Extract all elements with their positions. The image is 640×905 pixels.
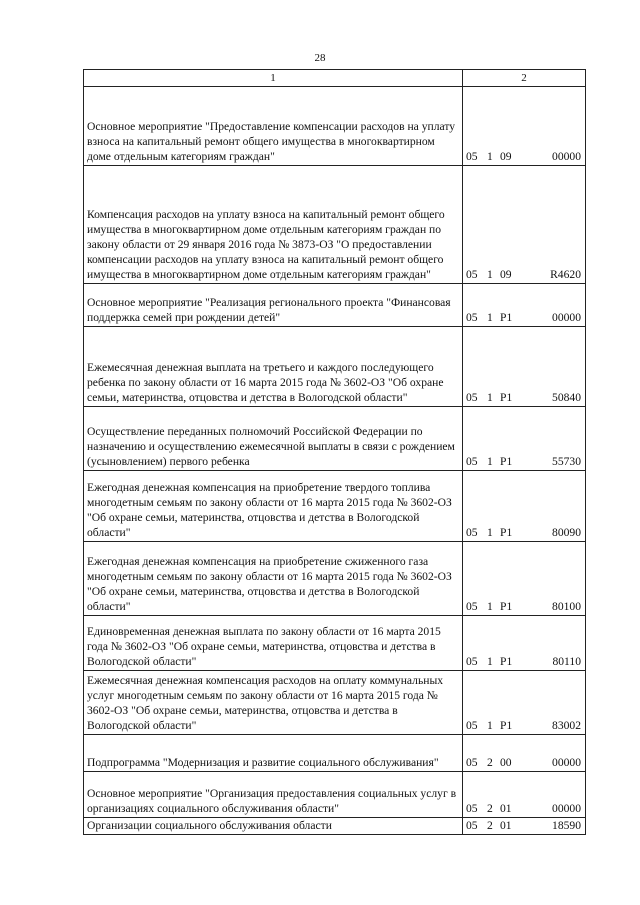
row-code xyxy=(463,818,586,835)
section-code: 05 xyxy=(466,150,478,163)
subsection-code: 1 xyxy=(487,455,493,468)
subsection-code: 2 xyxy=(487,802,493,815)
subsection-code: 1 xyxy=(487,655,493,668)
section-code: 05 xyxy=(466,311,478,324)
subsection-code: 1 xyxy=(487,150,493,163)
subsection-code: 2 xyxy=(487,756,493,769)
item-code: P1 xyxy=(500,526,513,539)
item-code: P1 xyxy=(500,311,513,324)
table-header-row xyxy=(84,70,586,87)
budget-table xyxy=(83,69,586,835)
row-description: Компенсация расходов на уплату взноса на капитальный ремонт общего имущества в многоквартирном доме отдельным категориям граждан по закону области от 29 января 2016 года № 3873-ОЗ "О предоставлении компенсации расходов на уплату взноса на капитальный ремонт общего имущества в многоквартирном доме отдельным категориям граждан" xyxy=(84,166,463,284)
row-description: Ежемесячная денежная компенсация расходов на оплату коммунальных услуг многодетным семьям по закону области от 16 марта 2015 года № 3602-ОЗ "Об охране семьи, материнства, отцовства и детства в Вологодской области" xyxy=(84,671,463,735)
item-code: 01 xyxy=(500,802,512,815)
table-row xyxy=(84,735,586,772)
row-description: Осуществление переданных полномочий Российской Федерации по назначению и осуществлению ежемесячной выплаты в связи с рождением (усыновлением) первого ребенка xyxy=(84,407,463,471)
subsection-code: 1 xyxy=(487,311,493,324)
row-code xyxy=(463,284,586,327)
row-code xyxy=(463,327,586,407)
section-code: 05 xyxy=(466,719,478,732)
expense-code: 83002 xyxy=(552,719,581,732)
table-row xyxy=(84,327,586,407)
row-code xyxy=(463,87,586,166)
table-body xyxy=(84,87,586,835)
expense-code: 00000 xyxy=(552,802,581,815)
row-description: Ежегодная денежная компенсация на приобретение твердого топлива многодетным семьям по закону области от 16 марта 2015 года № 3602-ОЗ "Об охране семьи, материнства, отцовства и детства в Вологодской области" xyxy=(84,471,463,542)
expense-code: 00000 xyxy=(552,150,581,163)
expense-code: R4620 xyxy=(550,268,581,281)
section-code: 05 xyxy=(466,655,478,668)
item-code: P1 xyxy=(500,455,513,468)
expense-code: 80110 xyxy=(552,655,581,668)
item-code: P1 xyxy=(500,655,513,668)
row-description: Ежемесячная денежная выплата на третьего и каждого последующего ребенка по закону области от 16 марта 2015 года № 3602-ОЗ "Об охране семьи, материнства, отцовства и детства в Вологодской области" xyxy=(84,327,463,407)
section-code: 05 xyxy=(466,802,478,815)
table-row xyxy=(84,818,586,835)
section-code: 05 xyxy=(466,455,478,468)
row-code xyxy=(463,735,586,772)
table-row xyxy=(84,284,586,327)
page-number: 28 xyxy=(314,52,326,64)
section-code: 05 xyxy=(466,526,478,539)
header-col-2: 2 xyxy=(463,70,586,87)
table-row xyxy=(84,542,586,616)
item-code: P1 xyxy=(500,600,513,613)
subsection-code: 1 xyxy=(487,268,493,281)
row-description: Ежегодная денежная компенсация на приобретение сжиженного газа многодетным семьям по закону области от 16 марта 2015 года № 3602-ОЗ "Об охране семьи, материнства, отцовства и детства в Вологодской области" xyxy=(84,542,463,616)
row-description: Основное мероприятие "Реализация регионального проекта "Финансовая поддержка семей при рождении детей" xyxy=(84,284,463,327)
expense-code: 55730 xyxy=(552,455,581,468)
subsection-code: 1 xyxy=(487,600,493,613)
section-code: 05 xyxy=(466,756,478,769)
row-description: Единовременная денежная выплата по закону области от 16 марта 2015 года № 3602-ОЗ "Об охране семьи, материнства, отцовства и детства в Вологодской области" xyxy=(84,616,463,671)
table-row xyxy=(84,616,586,671)
row-description: Основное мероприятие "Предоставление компенсации расходов на уплату взноса на капитальный ремонт общего имущества в многоквартирном доме отдельным категориям граждан" xyxy=(84,87,463,166)
section-code: 05 xyxy=(466,268,478,281)
table-row xyxy=(84,166,586,284)
table-row xyxy=(84,772,586,818)
row-code xyxy=(463,772,586,818)
subsection-code: 1 xyxy=(487,526,493,539)
header-col-1: 1 xyxy=(84,70,463,87)
expense-code: 80090 xyxy=(552,526,581,539)
table-row xyxy=(84,87,586,166)
section-code: 05 xyxy=(466,819,478,832)
subsection-code: 1 xyxy=(487,391,493,404)
row-description: Организации социального обслуживания области xyxy=(84,818,463,835)
item-code: P1 xyxy=(500,719,513,732)
item-code: 09 xyxy=(500,150,512,163)
row-code xyxy=(463,616,586,671)
row-code xyxy=(463,471,586,542)
row-description: Подпрограмма "Модернизация и развитие социального обслуживания" xyxy=(84,735,463,772)
expense-code: 00000 xyxy=(552,311,581,324)
expense-code: 50840 xyxy=(552,391,581,404)
item-code: 01 xyxy=(500,819,512,832)
expense-code: 18590 xyxy=(552,819,581,832)
section-code: 05 xyxy=(466,600,478,613)
subsection-code: 1 xyxy=(487,719,493,732)
expense-code: 00000 xyxy=(552,756,581,769)
item-code: P1 xyxy=(500,391,513,404)
table-row xyxy=(84,471,586,542)
section-code: 05 xyxy=(466,391,478,404)
row-code xyxy=(463,166,586,284)
table-row xyxy=(84,671,586,735)
table-row xyxy=(84,407,586,471)
row-description: Основное мероприятие "Организация предоставления социальных услуг в организациях социального обслуживания области" xyxy=(84,772,463,818)
expense-code: 80100 xyxy=(552,600,581,613)
item-code: 00 xyxy=(500,756,512,769)
row-code xyxy=(463,671,586,735)
row-code xyxy=(463,407,586,471)
row-code xyxy=(463,542,586,616)
subsection-code: 2 xyxy=(487,819,493,832)
item-code: 09 xyxy=(500,268,512,281)
